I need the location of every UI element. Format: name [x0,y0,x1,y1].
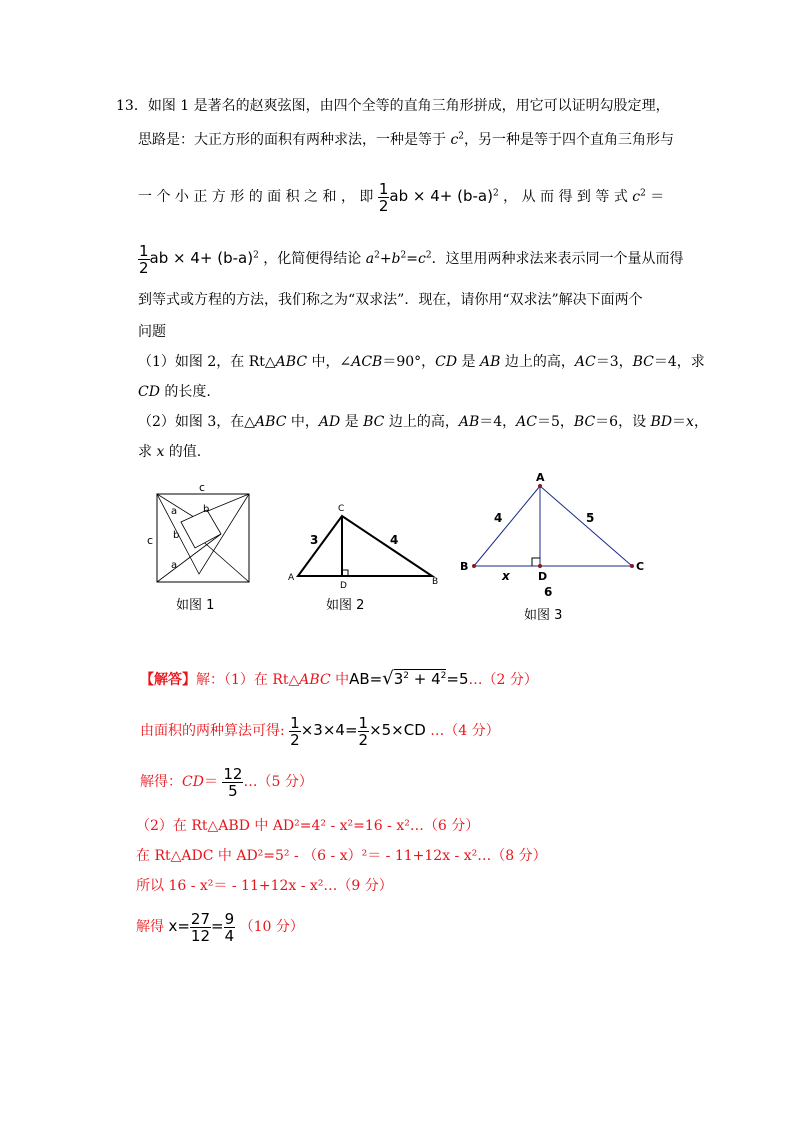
vertex-c: C [636,560,645,573]
bc-length-label: 6 [544,585,553,599]
problem-line-2: 思路是：大正方形的面积有两种求法，一种是等于 $c^2$，另一种是等于四个直角三角形与 [138,131,675,148]
side-ab-label: 4 [494,511,503,525]
label-b-1: b [203,504,210,515]
question-1-line-2: CD 的长度. [138,384,211,400]
vertex-d: D [340,581,347,591]
figure-3-caption: 如图 3 [524,608,563,623]
problem-line-3: 一 个 小 正 方 形 的 面 积 之 和 ， 即 $\frac{1}{2}$ ab × $4+ (b-a)^2$ ， 从 而 得 到 等 式 $c^2$ ＝ [138,179,665,215]
vertex-a: A [288,573,295,583]
side-ac-label: 3 [310,533,319,547]
answer-line-2: 由面积的两种算法可得: $\frac{1}{2}$ ×3×4= $\frac{1}{2}$ ×5×CD …（4 分） [140,713,500,749]
question-1: （1）如图 2，在 Rt△ABC 中，∠ACB＝90°，CD 是 AB 边上的高，AC＝3，BC＝4，求 [138,354,705,370]
question-2: （2）如图 3，在△ABC 中，AD 是 BC 边上的高，AB＝4，AC＝5，BC＝6，设 BD＝x， [138,414,708,430]
figure-1-caption: 如图 1 [176,598,215,613]
side-ac-label: 5 [586,511,595,525]
side-ab [474,486,540,566]
problem-line-4: $\frac{1}{2}$ ab × $4+ (b-a)^2$ ，化简便得结论 $a^2+b^2=c^2$．这里用两种求法来表示同一个量从而得 [139,241,684,277]
side-bc-label: 4 [390,533,399,547]
problem-line-5: 到等式或方程的方法，我们称之为“双求法”．现在，请你用“双求法”解决下面两个 [138,292,643,308]
problem-line-1: 13．如图 1 是著名的赵爽弦图，由四个全等的直角三角形拼成，用它可以证明勾股定理， [116,98,670,114]
label-a-2: a [171,560,178,571]
fraction-half: $\frac{1}{2}$ [378,179,389,215]
vertex-c: C [338,504,345,514]
figure-3-diagram [452,470,652,600]
fraction-half-2: $\frac{1}{2}$ [139,241,149,277]
vertex-a: A [536,471,545,484]
question-2-line-2: 求 x 的值. [138,444,202,460]
label-a-1: a [171,506,178,517]
answer-line-4: （2）在 Rt△ABD 中 AD²=4² - x²=16 - x²…（6 分） [136,818,480,834]
x-label: x [502,569,510,583]
figure-2-diagram [282,500,442,594]
vertex-d: D [538,570,548,583]
vertex-b: B [460,560,469,573]
answer-line-3: 解得：CD＝ $\frac{12}{5}$ …（5 分） [140,764,313,800]
label-c-left: c [147,534,154,547]
answer-line-1: 【解答】解：（1）在 Rt△ABC 中$AB=√3^2$ + $4^2=5\dots(2$ 分） [140,668,538,689]
vertex-b: B [432,577,439,587]
label-b-2: b [173,530,180,541]
label-c-top: c [199,482,206,494]
figure-2-caption: 如图 2 [326,598,365,613]
answer-line-5: 在 Rt△ADC 中 AD²=5² - （6 - x）²＝ - 11+12x - x²…（8 分） [136,848,547,864]
problem-line-6: 问题 [138,324,166,340]
answer-line-7: 解得 x= $\frac{27}{12}$ = $\frac{9}{4}$ （10 分） [136,909,304,945]
inner-square [181,510,221,548]
answer-line-6: 所以 16 - x²＝ - 11+12x - x²…（9 分） [136,878,393,894]
figure-1-diagram [145,482,257,586]
side-ac [540,486,632,566]
